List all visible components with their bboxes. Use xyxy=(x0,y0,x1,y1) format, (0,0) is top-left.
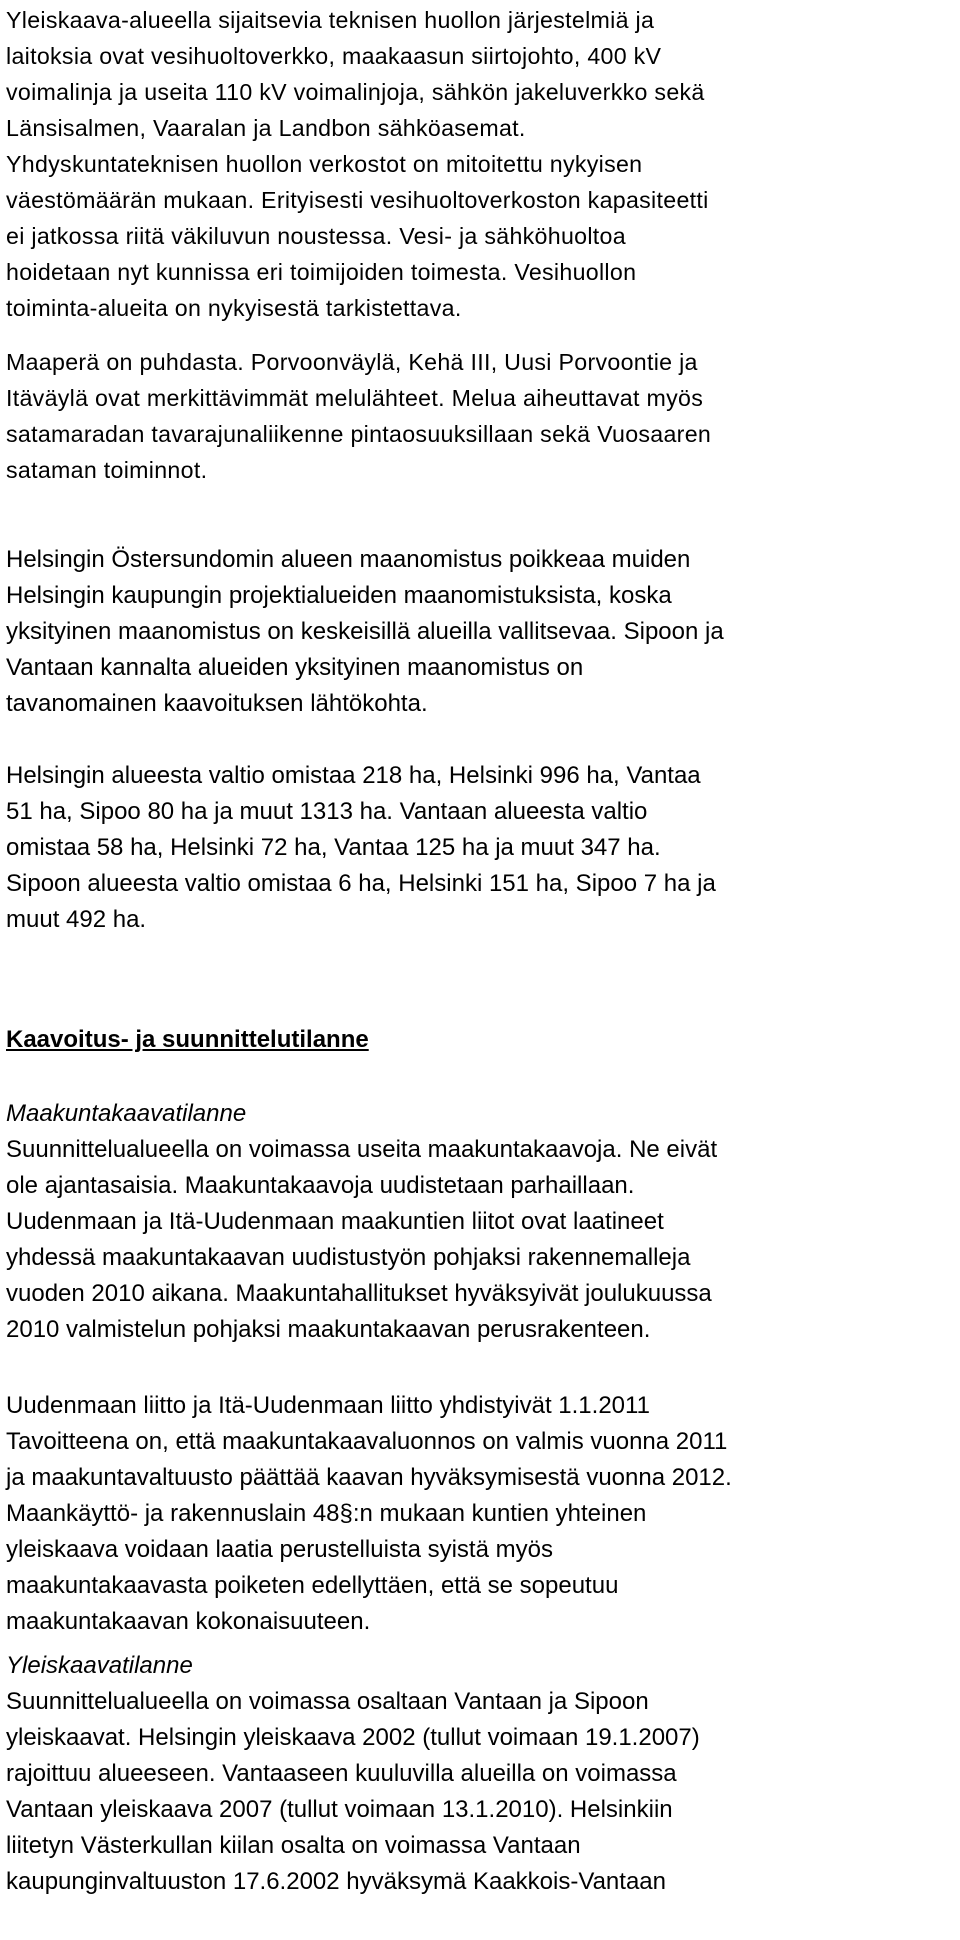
subheading-regional-plan: Maakuntakaavatilanne xyxy=(6,1100,247,1127)
paragraph-regional-council-merger: Uudenmaan liitto ja Itä-Uudenmaan liitto yhdistyivät 1.1.2011 Tavoitteena on, että maakuntakaavaluonnos on valmis vuonna 2011 ja maakuntavaltuusto päättää kaavan hyväksymisestä vuonna 2012. Maankäyttö- ja rakennuslain 48§:n mukaan kuntien yhteinen yleiskaava voidaan laatia perustelluista syistä myös maakuntakaavasta poiketen edellyttäen, että se sopeutuu maakuntakaavan kokonaisuuteen. xyxy=(6,1392,732,1635)
paragraph-land-ownership: Helsingin Östersundomin alueen maanomistus poikkeaa muiden Helsingin kaupungin projektialueiden maanomistuksista, koska yksityinen maanomistus on keskeisillä alueilla vallitsevaa. Sipoon ja Vantaan kannalta alueiden yksityinen maanomistus on tavanomainen kaavoituksen lähtökohta. xyxy=(6,546,724,717)
paragraph-ownership-figures: Helsingin alueesta valtio omistaa 218 ha, Helsinki 996 ha, Vantaa 51 ha, Sipoo 80 ha ja muut 1313 ha. Vantaan alueesta valtio omistaa 58 ha, Helsinki 72 ha, Vantaa 125 ha ja muut 347 ha. Sipoon alueesta valtio omistaa 6 ha, Helsinki 151 ha, Sipoo 7 ha ja muut 492 ha. xyxy=(6,762,716,933)
paragraph-technical-services: Yleiskaava-alueella sijaitsevia teknisen huollon järjestelmiä ja laitoksia ovat vesihuoltoverkko, maakaasun siirtojohto, 400 kV voimalinja ja useita 110 kV voimalinjoja, sähkön jakeluverkko sekä Länsisalmen, Vaaralan ja Landbon sähköasemat. Yhdyskuntateknisen huollon verkostot on mitoitettu nykyisen väestömäärän mukaan. Erityisesti vesihuoltoverkoston kapasiteetti ei jatkossa riitä väkiluvun noustessa. Vesi- ja sähköhuoltoa hoidetaan nyt kunnissa eri toimijoiden toimesta. Vesihuollon toiminta-alueita on nykyisestä tarkistettava. xyxy=(6,7,709,321)
paragraph-master-plans: Suunnittelualueella on voimassa osaltaan Vantaan ja Sipoon yleiskaavat. Helsingin yleiskaava 2002 (tullut voimaan 19.1.2007) rajoittuu alueeseen. Vantaaseen kuuluvilla alueilla on voimassa Vantaan yleiskaava 2007 (tullut voimaan 13.1.2010). Helsinkiin liitetyn Västerkullan kiilan osalta on voimassa Vantaan kaupunginvaltuuston 17.6.2002 hyväksymä Kaakkois-Vantaan xyxy=(6,1688,700,1895)
paragraph-soil-and-noise: Maaperä on puhdasta. Porvoonväylä, Kehä III, Uusi Porvoontie ja Itäväylä ovat merkittävimmät melulähteet. Melua aiheuttavat myös satamaradan tavarajunaliikenne pintaosuuksillaan sekä Vuosaaren sataman toiminnot. xyxy=(6,349,712,483)
paragraph-regional-plans: Suunnittelualueella on voimassa useita maakuntakaavoja. Ne eivät ole ajantasaisia. Maakuntakaavoja uudistetaan parhaillaan. Uudenmaan ja Itä-Uudenmaan maakuntien liitot ovat laatineet yhdessä maakuntakaavan uudistustyön pohjaksi rakennemalleja vuoden 2010 aikana. Maakuntahallitukset hyväksyivät joulukuussa 2010 valmistelun pohjaksi maakuntakaavan perusrakenteen. xyxy=(6,1136,718,1343)
section-heading: Kaavoitus- ja suunnittelutilanne xyxy=(6,1026,369,1053)
subheading-master-plan: Yleiskaavatilanne xyxy=(6,1652,193,1679)
